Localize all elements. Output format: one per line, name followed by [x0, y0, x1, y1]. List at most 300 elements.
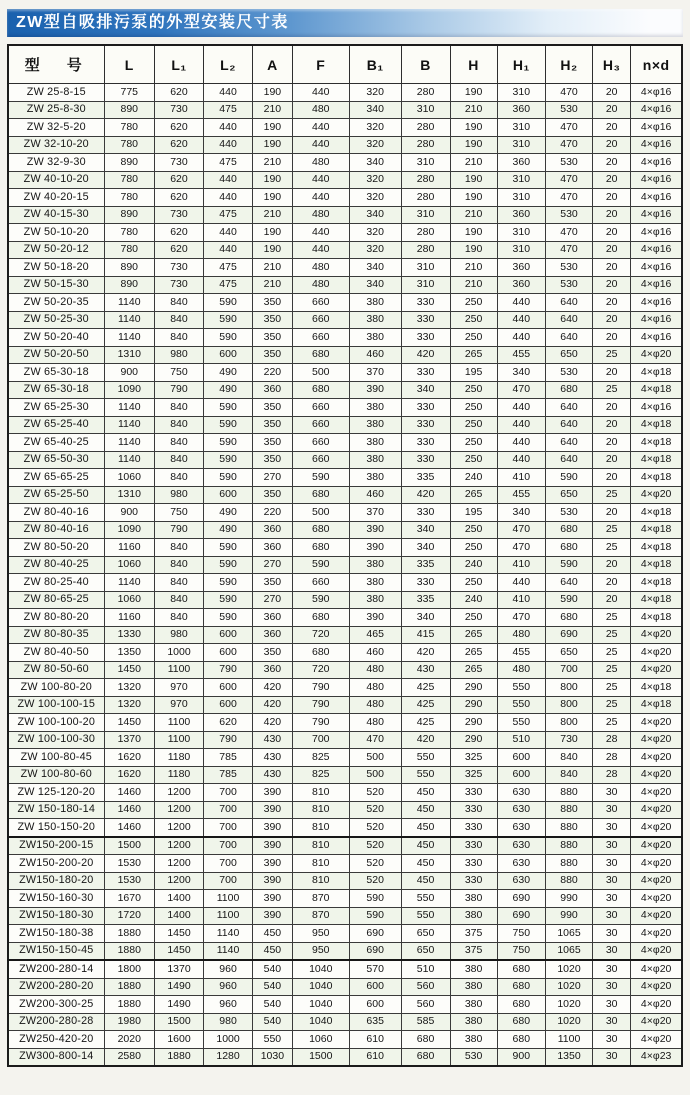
value-cell: 600: [349, 978, 401, 996]
model-cell: ZW 80-40-16: [8, 504, 104, 522]
value-cell: 660: [292, 416, 349, 434]
value-cell: 1500: [292, 1048, 349, 1066]
value-cell: 310: [401, 206, 450, 224]
value-cell: 520: [349, 801, 401, 819]
value-cell: 960: [204, 996, 253, 1014]
value-cell: 780: [104, 171, 154, 189]
table-row: [8, 1013, 682, 1031]
value-cell: 880: [546, 837, 593, 855]
value-cell: 380: [450, 960, 497, 978]
value-cell: 590: [292, 469, 349, 487]
value-cell: 4×φ20: [631, 907, 682, 925]
value-cell: 540: [253, 978, 293, 996]
value-cell: 680: [292, 539, 349, 557]
value-cell: 4×φ20: [631, 890, 682, 908]
value-cell: 25: [593, 609, 631, 627]
value-cell: 890: [104, 101, 154, 119]
table-row: [8, 766, 682, 784]
value-cell: 310: [497, 84, 545, 102]
value-cell: 330: [401, 364, 450, 382]
value-cell: 280: [401, 84, 450, 102]
value-cell: 1720: [104, 907, 154, 925]
value-cell: 340: [497, 504, 545, 522]
table-row: [8, 259, 682, 277]
value-cell: 4×φ20: [631, 819, 682, 837]
value-cell: 640: [546, 574, 593, 592]
value-cell: 420: [401, 731, 450, 749]
value-cell: 20: [593, 311, 631, 329]
model-cell: ZW 80-50-60: [8, 661, 104, 679]
value-cell: 730: [154, 259, 203, 277]
value-cell: 350: [253, 399, 293, 417]
table-row: [8, 486, 682, 504]
column-header-H₂: H₂: [546, 45, 593, 84]
value-cell: 840: [154, 591, 203, 609]
value-cell: 250: [450, 434, 497, 452]
value-cell: 4×φ20: [631, 749, 682, 767]
model-cell: ZW 50-18-20: [8, 259, 104, 277]
value-cell: 250: [450, 381, 497, 399]
value-cell: 250: [450, 521, 497, 539]
value-cell: 1140: [204, 942, 253, 960]
value-cell: 420: [401, 644, 450, 662]
value-cell: 640: [546, 311, 593, 329]
value-cell: 390: [253, 907, 293, 925]
value-cell: 880: [546, 819, 593, 837]
model-cell: ZW250-420-20: [8, 1031, 104, 1049]
value-cell: 20: [593, 451, 631, 469]
column-header-L₁: L₁: [154, 45, 203, 84]
value-cell: 270: [253, 469, 293, 487]
value-cell: 440: [497, 434, 545, 452]
value-cell: 620: [154, 84, 203, 102]
value-cell: 480: [497, 626, 545, 644]
value-cell: 20: [593, 259, 631, 277]
value-cell: 360: [497, 206, 545, 224]
value-cell: 460: [349, 346, 401, 364]
value-cell: 20: [593, 504, 631, 522]
value-cell: 620: [154, 224, 203, 242]
value-cell: 415: [401, 626, 450, 644]
model-cell: ZW 40-10-20: [8, 171, 104, 189]
value-cell: 30: [593, 960, 631, 978]
value-cell: 350: [253, 644, 293, 662]
value-cell: 1200: [154, 872, 203, 890]
value-cell: 880: [546, 801, 593, 819]
value-cell: 470: [546, 189, 593, 207]
value-cell: 4×φ16: [631, 206, 682, 224]
value-cell: 1200: [154, 855, 203, 873]
value-cell: 1060: [292, 1031, 349, 1049]
value-cell: 440: [292, 84, 349, 102]
model-cell: ZW 65-25-50: [8, 486, 104, 504]
model-cell: ZW 65-40-25: [8, 434, 104, 452]
value-cell: 870: [292, 890, 349, 908]
value-cell: 440: [497, 416, 545, 434]
value-cell: 210: [450, 276, 497, 294]
value-cell: 890: [104, 259, 154, 277]
value-cell: 440: [497, 451, 545, 469]
value-cell: 790: [204, 731, 253, 749]
value-cell: 700: [204, 837, 253, 855]
value-cell: 1490: [154, 978, 203, 996]
table-row: [8, 855, 682, 873]
value-cell: 480: [292, 276, 349, 294]
value-cell: 380: [450, 907, 497, 925]
value-cell: 430: [401, 661, 450, 679]
value-cell: 440: [204, 189, 253, 207]
value-cell: 1020: [546, 960, 593, 978]
value-cell: 520: [349, 872, 401, 890]
value-cell: 470: [546, 119, 593, 137]
value-cell: 1140: [104, 329, 154, 347]
value-cell: 4×φ16: [631, 119, 682, 137]
value-cell: 1370: [104, 731, 154, 749]
model-cell: ZW 40-15-30: [8, 206, 104, 224]
value-cell: 190: [253, 241, 293, 259]
table-row: [8, 206, 682, 224]
value-cell: 4×φ16: [631, 84, 682, 102]
value-cell: 1880: [104, 942, 154, 960]
value-cell: 780: [104, 241, 154, 259]
value-cell: 310: [497, 136, 545, 154]
value-cell: 1320: [104, 696, 154, 714]
table-row: [8, 224, 682, 242]
value-cell: 455: [497, 644, 545, 662]
value-cell: 4×φ18: [631, 609, 682, 627]
value-cell: 250: [450, 574, 497, 592]
value-cell: 360: [253, 381, 293, 399]
value-cell: 650: [546, 486, 593, 504]
value-cell: 330: [450, 784, 497, 802]
value-cell: 320: [349, 136, 401, 154]
value-cell: 890: [104, 206, 154, 224]
value-cell: 500: [349, 766, 401, 784]
value-cell: 620: [154, 119, 203, 137]
value-cell: 450: [401, 819, 450, 837]
table-row: [8, 1048, 682, 1066]
value-cell: 600: [204, 696, 253, 714]
value-cell: 280: [401, 136, 450, 154]
value-cell: 490: [204, 381, 253, 399]
value-cell: 190: [450, 241, 497, 259]
value-cell: 950: [292, 925, 349, 943]
value-cell: 680: [292, 486, 349, 504]
value-cell: 785: [204, 766, 253, 784]
value-cell: 30: [593, 855, 631, 873]
value-cell: 4×φ16: [631, 136, 682, 154]
value-cell: 720: [292, 626, 349, 644]
value-cell: 550: [497, 696, 545, 714]
value-cell: 30: [593, 925, 631, 943]
value-cell: 650: [546, 644, 593, 662]
model-cell: ZW 80-80-20: [8, 609, 104, 627]
table-row: [8, 381, 682, 399]
value-cell: 390: [253, 784, 293, 802]
value-cell: 640: [546, 434, 593, 452]
value-cell: 1880: [104, 925, 154, 943]
model-cell: ZW200-280-28: [8, 1013, 104, 1031]
value-cell: 630: [497, 855, 545, 873]
model-cell: ZW 50-20-35: [8, 294, 104, 312]
value-cell: 590: [204, 539, 253, 557]
value-cell: 4×φ16: [631, 399, 682, 417]
value-cell: 380: [450, 1031, 497, 1049]
value-cell: 590: [546, 591, 593, 609]
value-cell: 340: [497, 364, 545, 382]
value-cell: 310: [401, 259, 450, 277]
value-cell: 20: [593, 154, 631, 172]
value-cell: 840: [154, 416, 203, 434]
table-row: [8, 189, 682, 207]
model-cell: ZW 40-20-15: [8, 189, 104, 207]
table-row: [8, 784, 682, 802]
column-header-model: 型 号: [8, 45, 104, 84]
value-cell: 375: [450, 942, 497, 960]
value-cell: 4×φ20: [631, 731, 682, 749]
value-cell: 425: [401, 714, 450, 732]
value-cell: 490: [204, 504, 253, 522]
value-cell: 510: [497, 731, 545, 749]
value-cell: 330: [450, 872, 497, 890]
model-cell: ZW150-200-15: [8, 837, 104, 855]
value-cell: 4×φ16: [631, 101, 682, 119]
value-cell: 425: [401, 679, 450, 697]
value-cell: 30: [593, 819, 631, 837]
value-cell: 1060: [104, 469, 154, 487]
value-cell: 4×φ18: [631, 434, 682, 452]
value-cell: 390: [349, 539, 401, 557]
value-cell: 550: [497, 679, 545, 697]
value-cell: 240: [450, 591, 497, 609]
value-cell: 480: [349, 661, 401, 679]
value-cell: 550: [401, 749, 450, 767]
value-cell: 780: [104, 136, 154, 154]
value-cell: 450: [401, 855, 450, 873]
value-cell: 1980: [104, 1013, 154, 1031]
value-cell: 325: [450, 749, 497, 767]
value-cell: 4×φ16: [631, 241, 682, 259]
value-cell: 210: [253, 154, 293, 172]
value-cell: 20: [593, 101, 631, 119]
value-cell: 520: [349, 784, 401, 802]
value-cell: 195: [450, 504, 497, 522]
value-cell: 420: [401, 346, 450, 364]
value-cell: 20: [593, 556, 631, 574]
table-row: [8, 154, 682, 172]
value-cell: 440: [497, 311, 545, 329]
value-cell: 1350: [104, 644, 154, 662]
value-cell: 1040: [292, 960, 349, 978]
value-cell: 900: [104, 504, 154, 522]
value-cell: 550: [497, 714, 545, 732]
value-cell: 1310: [104, 346, 154, 364]
value-cell: 700: [292, 731, 349, 749]
value-cell: 330: [401, 311, 450, 329]
value-cell: 320: [349, 171, 401, 189]
value-cell: 550: [401, 766, 450, 784]
value-cell: 30: [593, 907, 631, 925]
value-cell: 620: [154, 171, 203, 189]
value-cell: 680: [497, 960, 545, 978]
value-cell: 600: [204, 346, 253, 364]
value-cell: 360: [497, 259, 545, 277]
value-cell: 500: [292, 504, 349, 522]
value-cell: 20: [593, 224, 631, 242]
value-cell: 980: [154, 626, 203, 644]
value-cell: 4×φ20: [631, 661, 682, 679]
value-cell: 785: [204, 749, 253, 767]
value-cell: 1100: [204, 907, 253, 925]
value-cell: 790: [204, 661, 253, 679]
table-row: [8, 521, 682, 539]
value-cell: 600: [204, 486, 253, 504]
value-cell: 360: [253, 521, 293, 539]
value-cell: 690: [497, 890, 545, 908]
value-cell: 1200: [154, 801, 203, 819]
value-cell: 4×φ16: [631, 154, 682, 172]
value-cell: 30: [593, 784, 631, 802]
value-cell: 660: [292, 451, 349, 469]
value-cell: 20: [593, 241, 631, 259]
value-cell: 990: [546, 907, 593, 925]
value-cell: 590: [349, 907, 401, 925]
value-cell: 1065: [546, 925, 593, 943]
value-cell: 960: [204, 978, 253, 996]
table-row: [8, 942, 682, 960]
value-cell: 340: [349, 101, 401, 119]
value-cell: 450: [401, 872, 450, 890]
value-cell: 250: [450, 609, 497, 627]
value-cell: 610: [349, 1031, 401, 1049]
value-cell: 210: [253, 101, 293, 119]
value-cell: 4×φ20: [631, 714, 682, 732]
value-cell: 380: [349, 591, 401, 609]
value-cell: 440: [204, 119, 253, 137]
value-cell: 540: [253, 996, 293, 1014]
value-cell: 790: [292, 714, 349, 732]
value-cell: 390: [349, 609, 401, 627]
value-cell: 290: [450, 679, 497, 697]
value-cell: 390: [253, 801, 293, 819]
value-cell: 475: [204, 154, 253, 172]
value-cell: 1200: [154, 819, 203, 837]
value-cell: 450: [253, 942, 293, 960]
value-cell: 410: [497, 556, 545, 574]
value-cell: 330: [401, 504, 450, 522]
value-cell: 30: [593, 837, 631, 855]
value-cell: 1200: [154, 837, 203, 855]
table-row: [8, 119, 682, 137]
value-cell: 210: [253, 206, 293, 224]
value-cell: 1000: [204, 1031, 253, 1049]
value-cell: 590: [292, 556, 349, 574]
value-cell: 1200: [154, 784, 203, 802]
value-cell: 840: [154, 609, 203, 627]
value-cell: 390: [253, 837, 293, 855]
value-cell: 1100: [204, 890, 253, 908]
model-cell: ZW150-150-45: [8, 942, 104, 960]
table-row: [8, 696, 682, 714]
value-cell: 550: [253, 1031, 293, 1049]
model-cell: ZW 150-150-20: [8, 819, 104, 837]
value-cell: 1100: [154, 661, 203, 679]
value-cell: 700: [204, 801, 253, 819]
value-cell: 1180: [154, 766, 203, 784]
value-cell: 310: [401, 101, 450, 119]
value-cell: 530: [546, 259, 593, 277]
value-cell: 840: [154, 399, 203, 417]
value-cell: 190: [450, 189, 497, 207]
value-cell: 700: [204, 855, 253, 873]
table-row: [8, 679, 682, 697]
model-cell: ZW 50-20-12: [8, 241, 104, 259]
value-cell: 440: [292, 241, 349, 259]
table-row: [8, 556, 682, 574]
value-cell: 440: [497, 399, 545, 417]
model-cell: ZW 125-120-20: [8, 784, 104, 802]
value-cell: 970: [154, 679, 203, 697]
value-cell: 360: [497, 101, 545, 119]
value-cell: 28: [593, 766, 631, 784]
value-cell: 840: [154, 574, 203, 592]
value-cell: 1670: [104, 890, 154, 908]
value-cell: 340: [401, 381, 450, 399]
column-header-H: H: [450, 45, 497, 84]
value-cell: 4×φ20: [631, 766, 682, 784]
value-cell: 790: [292, 696, 349, 714]
value-cell: 390: [253, 819, 293, 837]
value-cell: 440: [497, 574, 545, 592]
value-cell: 4×φ18: [631, 556, 682, 574]
value-cell: 500: [349, 749, 401, 767]
value-cell: 550: [401, 907, 450, 925]
value-cell: 530: [546, 276, 593, 294]
model-cell: ZW300-800-14: [8, 1048, 104, 1066]
value-cell: 195: [450, 364, 497, 382]
value-cell: 840: [154, 451, 203, 469]
table-row: [8, 294, 682, 312]
value-cell: 4×φ20: [631, 978, 682, 996]
model-cell: ZW 80-50-20: [8, 539, 104, 557]
value-cell: 360: [253, 661, 293, 679]
value-cell: 530: [546, 101, 593, 119]
value-cell: 1450: [154, 925, 203, 943]
value-cell: 360: [253, 539, 293, 557]
value-cell: 265: [450, 486, 497, 504]
value-cell: 1350: [546, 1048, 593, 1066]
model-cell: ZW 32-10-20: [8, 136, 104, 154]
value-cell: 780: [104, 224, 154, 242]
value-cell: 350: [253, 346, 293, 364]
model-cell: ZW150-180-20: [8, 872, 104, 890]
value-cell: 840: [154, 556, 203, 574]
column-header-A: A: [253, 45, 293, 84]
value-cell: 450: [401, 784, 450, 802]
value-cell: 470: [546, 171, 593, 189]
value-cell: 970: [154, 696, 203, 714]
value-cell: 1160: [104, 539, 154, 557]
model-cell: ZW 65-25-30: [8, 399, 104, 417]
value-cell: 470: [546, 224, 593, 242]
model-cell: ZW150-180-30: [8, 907, 104, 925]
value-cell: 690: [546, 626, 593, 644]
table-row: [8, 469, 682, 487]
value-cell: 335: [401, 556, 450, 574]
value-cell: 480: [497, 661, 545, 679]
value-cell: 450: [401, 801, 450, 819]
value-cell: 30: [593, 872, 631, 890]
